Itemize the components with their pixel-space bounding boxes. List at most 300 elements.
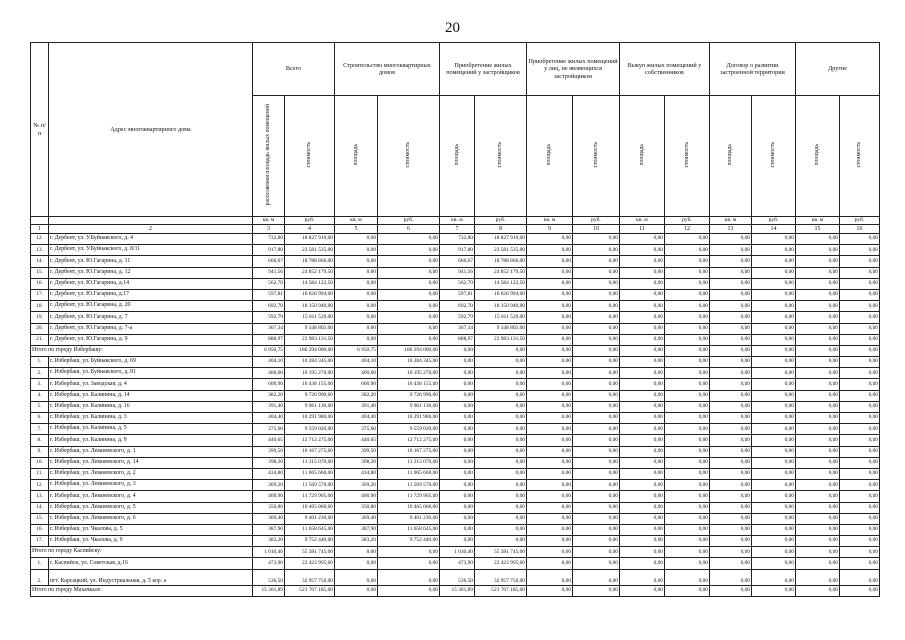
- header-group-buyout: Выкуп жилых помещений у собственников: [620, 43, 710, 96]
- unit-cell: руб.: [665, 217, 710, 225]
- area-value-cell: 0,00: [620, 368, 665, 379]
- cost-value-cell: 0,00: [840, 524, 880, 535]
- area-value-cell: 0,00: [620, 547, 665, 558]
- cost-value-cell: 0,00: [665, 267, 710, 278]
- cost-value-cell: 9 401 230,00: [378, 513, 440, 524]
- area-value-cell: 0,00: [440, 468, 475, 479]
- area-value-cell: 0,00: [796, 569, 840, 585]
- area-value-cell: 398,20: [335, 457, 378, 468]
- table-total-row: [31, 345, 880, 356]
- cost-value-cell: 9 559 020,00: [285, 424, 335, 435]
- cost-value-cell: 0,00: [840, 278, 880, 289]
- cost-value-cell: 0,00: [573, 468, 620, 479]
- cost-value-cell: 0,00: [840, 480, 880, 491]
- area-value-cell: 0,00: [335, 569, 378, 585]
- area-value-cell: 0,00: [796, 267, 840, 278]
- area-value-cell: 0,00: [710, 245, 752, 256]
- area-value-cell: 0,00: [620, 468, 665, 479]
- cost-value-cell: 9 348 803,00: [475, 323, 527, 334]
- cost-value-cell: 0,00: [840, 401, 880, 412]
- area-value-cell: 0,00: [440, 502, 475, 513]
- area-value-cell: 0,00: [710, 267, 752, 278]
- cost-value-cell: 0,00: [573, 301, 620, 312]
- cost-value-cell: 14 584 122,50: [475, 278, 527, 289]
- area-value-cell: 399,50: [335, 446, 378, 457]
- cost-value-cell: 55 381 745,00: [475, 547, 527, 558]
- area-value-cell: 0,00: [796, 585, 840, 596]
- total-label: Итого по городу Махачкале:: [31, 585, 253, 596]
- cost-value-cell: 0,00: [378, 234, 440, 245]
- area-value-cell: 6 950,75: [253, 345, 285, 356]
- cost-value-cell: 0,00: [840, 234, 880, 245]
- cost-value-cell: 0,00: [840, 289, 880, 300]
- table-body: [31, 234, 880, 597]
- area-value-cell: 666,67: [440, 256, 475, 267]
- table-row: [31, 334, 880, 345]
- header-cost: стоимость: [752, 96, 796, 217]
- area-value-cell: 0,00: [527, 278, 573, 289]
- area-value-cell: 0,00: [710, 536, 752, 547]
- cost-value-cell: 0,00: [752, 569, 796, 585]
- area-value-cell: 0,00: [440, 536, 475, 547]
- area-value-cell: 0,00: [710, 234, 752, 245]
- area-value-cell: 0,00: [527, 547, 573, 558]
- area-value-cell: 0,00: [796, 345, 840, 356]
- area-value-cell: 0,00: [796, 536, 840, 547]
- header-area: площадь: [440, 96, 475, 217]
- area-value-cell: 0,00: [710, 524, 752, 535]
- cost-value-cell: 0,00: [665, 256, 710, 267]
- cost-value-cell: 0,00: [752, 468, 796, 479]
- column-number: 12: [665, 225, 710, 234]
- area-value-cell: 0,00: [527, 334, 573, 345]
- row-number: 16.: [31, 278, 49, 289]
- column-numbers-row: [31, 225, 880, 234]
- area-value-cell: 941,56: [440, 267, 475, 278]
- table-row: [31, 435, 880, 446]
- table-row: [31, 357, 880, 368]
- cost-value-cell: 0,00: [752, 585, 796, 596]
- table-row: [31, 368, 880, 379]
- area-value-cell: 375,60: [253, 424, 285, 435]
- area-value-cell: 0,00: [527, 323, 573, 334]
- area-value-cell: 0,00: [335, 312, 378, 323]
- header-cost: стоимость: [840, 96, 880, 217]
- area-value-cell: 0,00: [335, 301, 378, 312]
- cost-value-cell: 18 827 910,00: [285, 234, 335, 245]
- cost-value-cell: 0,00: [752, 390, 796, 401]
- area-value-cell: 600,90: [335, 379, 378, 390]
- cost-value-cell: 10 284 345,00: [378, 357, 440, 368]
- column-number: 1: [31, 225, 49, 234]
- cost-value-cell: 0,00: [840, 468, 880, 479]
- page-number: 20: [445, 20, 460, 36]
- cost-value-cell: 18 150 940,00: [475, 301, 527, 312]
- area-value-cell: 0,00: [440, 457, 475, 468]
- cost-value-cell: 0,00: [840, 413, 880, 424]
- address-cell: г. Избербаш, ул. Леваневского, д. 2: [49, 468, 253, 479]
- cost-value-cell: 0,00: [665, 390, 710, 401]
- area-value-cell: 592,79: [440, 312, 475, 323]
- cost-value-cell: 0,00: [752, 357, 796, 368]
- cost-value-cell: 186 294 000,00: [285, 345, 335, 356]
- area-value-cell: 473,90: [253, 558, 285, 569]
- column-number: 2: [49, 225, 253, 234]
- cost-value-cell: 10 284 345,00: [285, 357, 335, 368]
- area-value-cell: 0,00: [710, 368, 752, 379]
- area-value-cell: 387,90: [335, 524, 378, 535]
- area-value-cell: 0,00: [527, 379, 573, 390]
- cost-value-cell: 11 315 070,00: [378, 457, 440, 468]
- cost-value-cell: 0,00: [475, 424, 527, 435]
- row-number: 14.: [31, 502, 49, 513]
- cost-value-cell: 0,00: [665, 357, 710, 368]
- area-value-cell: 369,40: [253, 513, 285, 524]
- area-value-cell: 0,00: [335, 245, 378, 256]
- area-value-cell: 0,00: [620, 390, 665, 401]
- column-number: 4: [285, 225, 335, 234]
- address-cell: г. Дербент, ул. Ю.Гагарина, д. 11: [49, 256, 253, 267]
- cost-value-cell: 0,00: [840, 267, 880, 278]
- area-value-cell: 0,00: [440, 513, 475, 524]
- cost-value-cell: 0,00: [665, 446, 710, 457]
- cost-value-cell: 14 584 122,50: [285, 278, 335, 289]
- area-value-cell: 0,00: [796, 435, 840, 446]
- header-total-area: расселяемая площадь жилых помещений: [253, 96, 285, 217]
- cost-value-cell: 0,00: [665, 536, 710, 547]
- cost-value-cell: 0,00: [573, 323, 620, 334]
- header-cost: стоимость: [475, 96, 527, 217]
- area-value-cell: 0,00: [620, 524, 665, 535]
- area-value-cell: 0,00: [620, 446, 665, 457]
- column-number: 13: [710, 225, 752, 234]
- cost-value-cell: 0,00: [665, 345, 710, 356]
- cost-value-cell: 0,00: [475, 368, 527, 379]
- area-value-cell: 0,00: [710, 256, 752, 267]
- area-value-cell: 0,00: [440, 446, 475, 457]
- header-group-territory-contract: Договор о развитии застроенной территории: [710, 43, 796, 96]
- area-value-cell: 0,00: [335, 234, 378, 245]
- area-value-cell: 0,00: [710, 502, 752, 513]
- cost-value-cell: 0,00: [378, 334, 440, 345]
- address-cell: г. Дербент, ул. Ю.Гагарина, д. 7-а: [49, 323, 253, 334]
- area-value-cell: 0,00: [620, 457, 665, 468]
- area-value-cell: 0,00: [620, 480, 665, 491]
- area-value-cell: 0,00: [527, 480, 573, 491]
- cost-value-cell: 10 167 275,00: [378, 446, 440, 457]
- cost-value-cell: 15 611 539,00: [285, 312, 335, 323]
- unit-cell: кв. м: [440, 217, 475, 225]
- area-value-cell: 0,00: [527, 390, 573, 401]
- cost-value-cell: 18 827 910,00: [475, 234, 527, 245]
- resettlement-table: [30, 42, 880, 597]
- cost-value-cell: 0,00: [840, 357, 880, 368]
- area-value-cell: 0,00: [335, 585, 378, 596]
- cost-value-cell: 0,00: [573, 379, 620, 390]
- cost-value-cell: 0,00: [573, 457, 620, 468]
- cost-value-cell: 18 150 940,00: [285, 301, 335, 312]
- area-value-cell: 387,90: [253, 524, 285, 535]
- area-value-cell: 0,00: [796, 234, 840, 245]
- cost-value-cell: 0,00: [573, 435, 620, 446]
- cost-value-cell: 0,00: [665, 513, 710, 524]
- area-value-cell: 0,00: [796, 401, 840, 412]
- cost-value-cell: 0,00: [475, 345, 527, 356]
- cost-value-cell: 0,00: [752, 558, 796, 569]
- cost-value-cell: 0,00: [752, 323, 796, 334]
- area-value-cell: 0,00: [796, 278, 840, 289]
- header-group-nondeveloper-purchase: Приобретение жилых помещений у лиц, не являющихся застройщиком: [527, 43, 620, 96]
- table-row: [31, 446, 880, 457]
- area-value-cell: 0,00: [620, 256, 665, 267]
- total-label: Итого по городу Избербашу:: [31, 345, 253, 356]
- area-value-cell: 0,00: [527, 424, 573, 435]
- row-number: 19.: [31, 312, 49, 323]
- row-number: 16.: [31, 524, 49, 535]
- cost-value-cell: 0,00: [573, 480, 620, 491]
- cost-value-cell: 0,00: [840, 502, 880, 513]
- area-value-cell: 383,20: [335, 536, 378, 547]
- area-value-cell: 0,00: [620, 312, 665, 323]
- area-value-cell: 0,00: [796, 334, 840, 345]
- address-cell: г. Каспийск, ул. Советская, д.16: [49, 558, 253, 569]
- table-row: [31, 379, 880, 390]
- header-area: площадь: [527, 96, 573, 217]
- table-total-row: [31, 585, 880, 596]
- area-value-cell: 0,00: [440, 390, 475, 401]
- area-value-cell: 440,65: [335, 435, 378, 446]
- cost-value-cell: 12 712 275,00: [285, 435, 335, 446]
- address-cell: г. Дербент, ул. У.Буйнакского, д. 4: [49, 234, 253, 245]
- area-value-cell: 0,00: [620, 345, 665, 356]
- cost-value-cell: 0,00: [475, 390, 527, 401]
- cost-value-cell: 0,00: [840, 245, 880, 256]
- row-number: 1.: [31, 357, 49, 368]
- cost-value-cell: 11 065 660,00: [285, 468, 335, 479]
- address-cell: г. Избербаш, ул. Леваневского, д. 14: [49, 457, 253, 468]
- cost-value-cell: 0,00: [840, 513, 880, 524]
- cost-value-cell: 11 315 070,00: [285, 457, 335, 468]
- area-value-cell: 404,10: [253, 357, 285, 368]
- row-number: 21.: [31, 334, 49, 345]
- area-value-cell: 0,00: [796, 368, 840, 379]
- area-value-cell: 0,00: [710, 558, 752, 569]
- area-value-cell: 0,00: [620, 491, 665, 502]
- cost-value-cell: 0,00: [475, 413, 527, 424]
- cost-value-cell: 0,00: [665, 491, 710, 502]
- area-value-cell: 0,00: [527, 524, 573, 535]
- table-row: [31, 558, 880, 569]
- row-number: 20.: [31, 323, 49, 334]
- table-row: [31, 267, 880, 278]
- cost-value-cell: 0,00: [840, 379, 880, 390]
- cost-value-cell: 0,00: [752, 502, 796, 513]
- area-value-cell: 0,00: [440, 413, 475, 424]
- cost-value-cell: 0,00: [665, 234, 710, 245]
- cost-value-cell: 15 611 539,00: [475, 312, 527, 323]
- area-value-cell: 398,20: [253, 457, 285, 468]
- area-value-cell: 0,00: [527, 468, 573, 479]
- cost-value-cell: 9 401 230,00: [285, 513, 335, 524]
- area-value-cell: 0,00: [796, 245, 840, 256]
- cost-value-cell: 0,00: [475, 524, 527, 535]
- area-value-cell: 434,80: [253, 468, 285, 479]
- area-value-cell: 0,00: [335, 323, 378, 334]
- row-number: 4.: [31, 390, 49, 401]
- area-value-cell: 941,56: [253, 267, 285, 278]
- unit-cell: руб.: [752, 217, 796, 225]
- area-value-cell: 0,00: [620, 413, 665, 424]
- cost-value-cell: 0,00: [573, 536, 620, 547]
- cost-value-cell: 0,00: [665, 480, 710, 491]
- column-number: 14: [752, 225, 796, 234]
- cost-value-cell: 0,00: [752, 536, 796, 547]
- address-cell: г. Избербаш, ул. Леваневского, д. 4: [49, 491, 253, 502]
- cost-value-cell: 16 438 155,00: [378, 379, 440, 390]
- area-value-cell: 0,00: [527, 345, 573, 356]
- column-number: 5: [335, 225, 378, 234]
- cost-value-cell: 0,00: [378, 245, 440, 256]
- address-cell: г. Дербент, ул. Ю.Гагарина, д. 9: [49, 334, 253, 345]
- table-row: [31, 289, 880, 300]
- cost-value-cell: 0,00: [752, 301, 796, 312]
- area-value-cell: 369,20: [253, 480, 285, 491]
- cost-value-cell: 0,00: [573, 446, 620, 457]
- cost-value-cell: 24 852 179,50: [475, 267, 527, 278]
- unit-cell: кв. м: [620, 217, 665, 225]
- cost-value-cell: 23 581 535,00: [475, 245, 527, 256]
- area-value-cell: 0,00: [796, 558, 840, 569]
- area-value-cell: 0,00: [796, 289, 840, 300]
- cost-value-cell: 0,00: [665, 334, 710, 345]
- column-number: 16: [840, 225, 880, 234]
- area-value-cell: 562,70: [253, 278, 285, 289]
- cost-value-cell: 0,00: [573, 424, 620, 435]
- area-value-cell: 350,80: [253, 502, 285, 513]
- table-row: [31, 256, 880, 267]
- area-value-cell: 732,80: [440, 234, 475, 245]
- address-cell: г. Избербаш, ул. Калинина, д. 16: [49, 401, 253, 412]
- header-cost: стоимость: [285, 96, 335, 217]
- area-value-cell: 6 950,75: [335, 345, 378, 356]
- row-number: 15.: [31, 513, 49, 524]
- row-number: 13.: [31, 245, 49, 256]
- row-number: 12.: [31, 234, 49, 245]
- address-cell: г. Избербаш, ул. Леваневского, д. 5: [49, 502, 253, 513]
- table-row: [31, 569, 880, 585]
- cost-value-cell: 521 707 185,00: [285, 585, 335, 596]
- area-value-cell: 0,00: [527, 301, 573, 312]
- area-value-cell: 0,00: [620, 502, 665, 513]
- cost-value-cell: 0,00: [752, 278, 796, 289]
- cost-value-cell: 11 729 905,00: [285, 491, 335, 502]
- table-row: [31, 468, 880, 479]
- area-value-cell: 0,00: [710, 289, 752, 300]
- cost-value-cell: 0,00: [840, 368, 880, 379]
- area-value-cell: 0,00: [527, 413, 573, 424]
- area-value-cell: 0,00: [796, 468, 840, 479]
- area-value-cell: 0,00: [620, 585, 665, 596]
- address-cell: г. Избербаш, ул. Калинина, д. 14: [49, 390, 253, 401]
- cost-value-cell: 0,00: [378, 278, 440, 289]
- area-value-cell: 0,00: [527, 569, 573, 585]
- cost-value-cell: 0,00: [665, 312, 710, 323]
- area-value-cell: 391,40: [335, 401, 378, 412]
- cost-value-cell: 0,00: [752, 457, 796, 468]
- cost-value-cell: 55 381 745,00: [285, 547, 335, 558]
- cost-value-cell: 0,00: [573, 334, 620, 345]
- area-value-cell: 0,00: [335, 558, 378, 569]
- area-value-cell: 0,00: [335, 278, 378, 289]
- header-cost: стоимость: [665, 96, 710, 217]
- area-value-cell: 0,00: [620, 558, 665, 569]
- cost-value-cell: 18 788 866,00: [285, 256, 335, 267]
- area-value-cell: 0,00: [796, 547, 840, 558]
- area-value-cell: 0,00: [796, 390, 840, 401]
- table-row: [31, 245, 880, 256]
- area-value-cell: 0,00: [527, 513, 573, 524]
- cost-value-cell: 0,00: [665, 413, 710, 424]
- area-value-cell: 0,00: [710, 312, 752, 323]
- area-value-cell: 0,00: [620, 513, 665, 524]
- cost-value-cell: 0,00: [752, 368, 796, 379]
- cost-value-cell: 0,00: [573, 245, 620, 256]
- unit-cell: кв. м: [253, 217, 285, 225]
- cost-value-cell: 0,00: [665, 468, 710, 479]
- table-total-row: [31, 547, 880, 558]
- area-value-cell: 917,80: [440, 245, 475, 256]
- address-cell: г. Избербаш, ул. Калинина, д. 9: [49, 435, 253, 446]
- area-value-cell: 536,50: [440, 569, 475, 585]
- address-cell: г. Дербент, ул. Ю.Гагарина, д.14: [49, 278, 253, 289]
- unit-cell: кв. м: [710, 217, 752, 225]
- cost-value-cell: 0,00: [475, 379, 527, 390]
- area-value-cell: 0,00: [796, 256, 840, 267]
- area-value-cell: 400,60: [253, 368, 285, 379]
- area-value-cell: 0,00: [710, 491, 752, 502]
- cost-value-cell: 0,00: [752, 245, 796, 256]
- cost-value-cell: 0,00: [840, 491, 880, 502]
- cost-value-cell: 0,00: [752, 256, 796, 267]
- cost-value-cell: 11 729 905,00: [378, 491, 440, 502]
- cost-value-cell: 0,00: [840, 558, 880, 569]
- table-row: [31, 491, 880, 502]
- area-value-cell: 0,00: [710, 334, 752, 345]
- cost-value-cell: 0,00: [752, 312, 796, 323]
- area-value-cell: 0,00: [440, 435, 475, 446]
- cost-value-cell: 0,00: [665, 301, 710, 312]
- header-address: Адрес многоквартирного дома: [49, 43, 253, 217]
- cost-value-cell: 0,00: [840, 457, 880, 468]
- cost-value-cell: 10 291 980,00: [378, 413, 440, 424]
- cost-value-cell: 0,00: [573, 368, 620, 379]
- cost-value-cell: 11 065 660,00: [378, 468, 440, 479]
- column-number: 11: [620, 225, 665, 234]
- area-value-cell: 0,00: [710, 345, 752, 356]
- cost-value-cell: 0,00: [665, 502, 710, 513]
- area-value-cell: 0,00: [335, 289, 378, 300]
- row-number: 9.: [31, 446, 49, 457]
- cost-value-cell: 0,00: [378, 323, 440, 334]
- area-value-cell: 0,00: [620, 424, 665, 435]
- area-value-cell: 0,00: [710, 468, 752, 479]
- cost-value-cell: 0,00: [840, 312, 880, 323]
- cost-value-cell: 18 788 866,00: [475, 256, 527, 267]
- cost-value-cell: 0,00: [573, 413, 620, 424]
- area-value-cell: 0,00: [440, 345, 475, 356]
- cost-value-cell: 0,00: [840, 424, 880, 435]
- table-row: [31, 424, 880, 435]
